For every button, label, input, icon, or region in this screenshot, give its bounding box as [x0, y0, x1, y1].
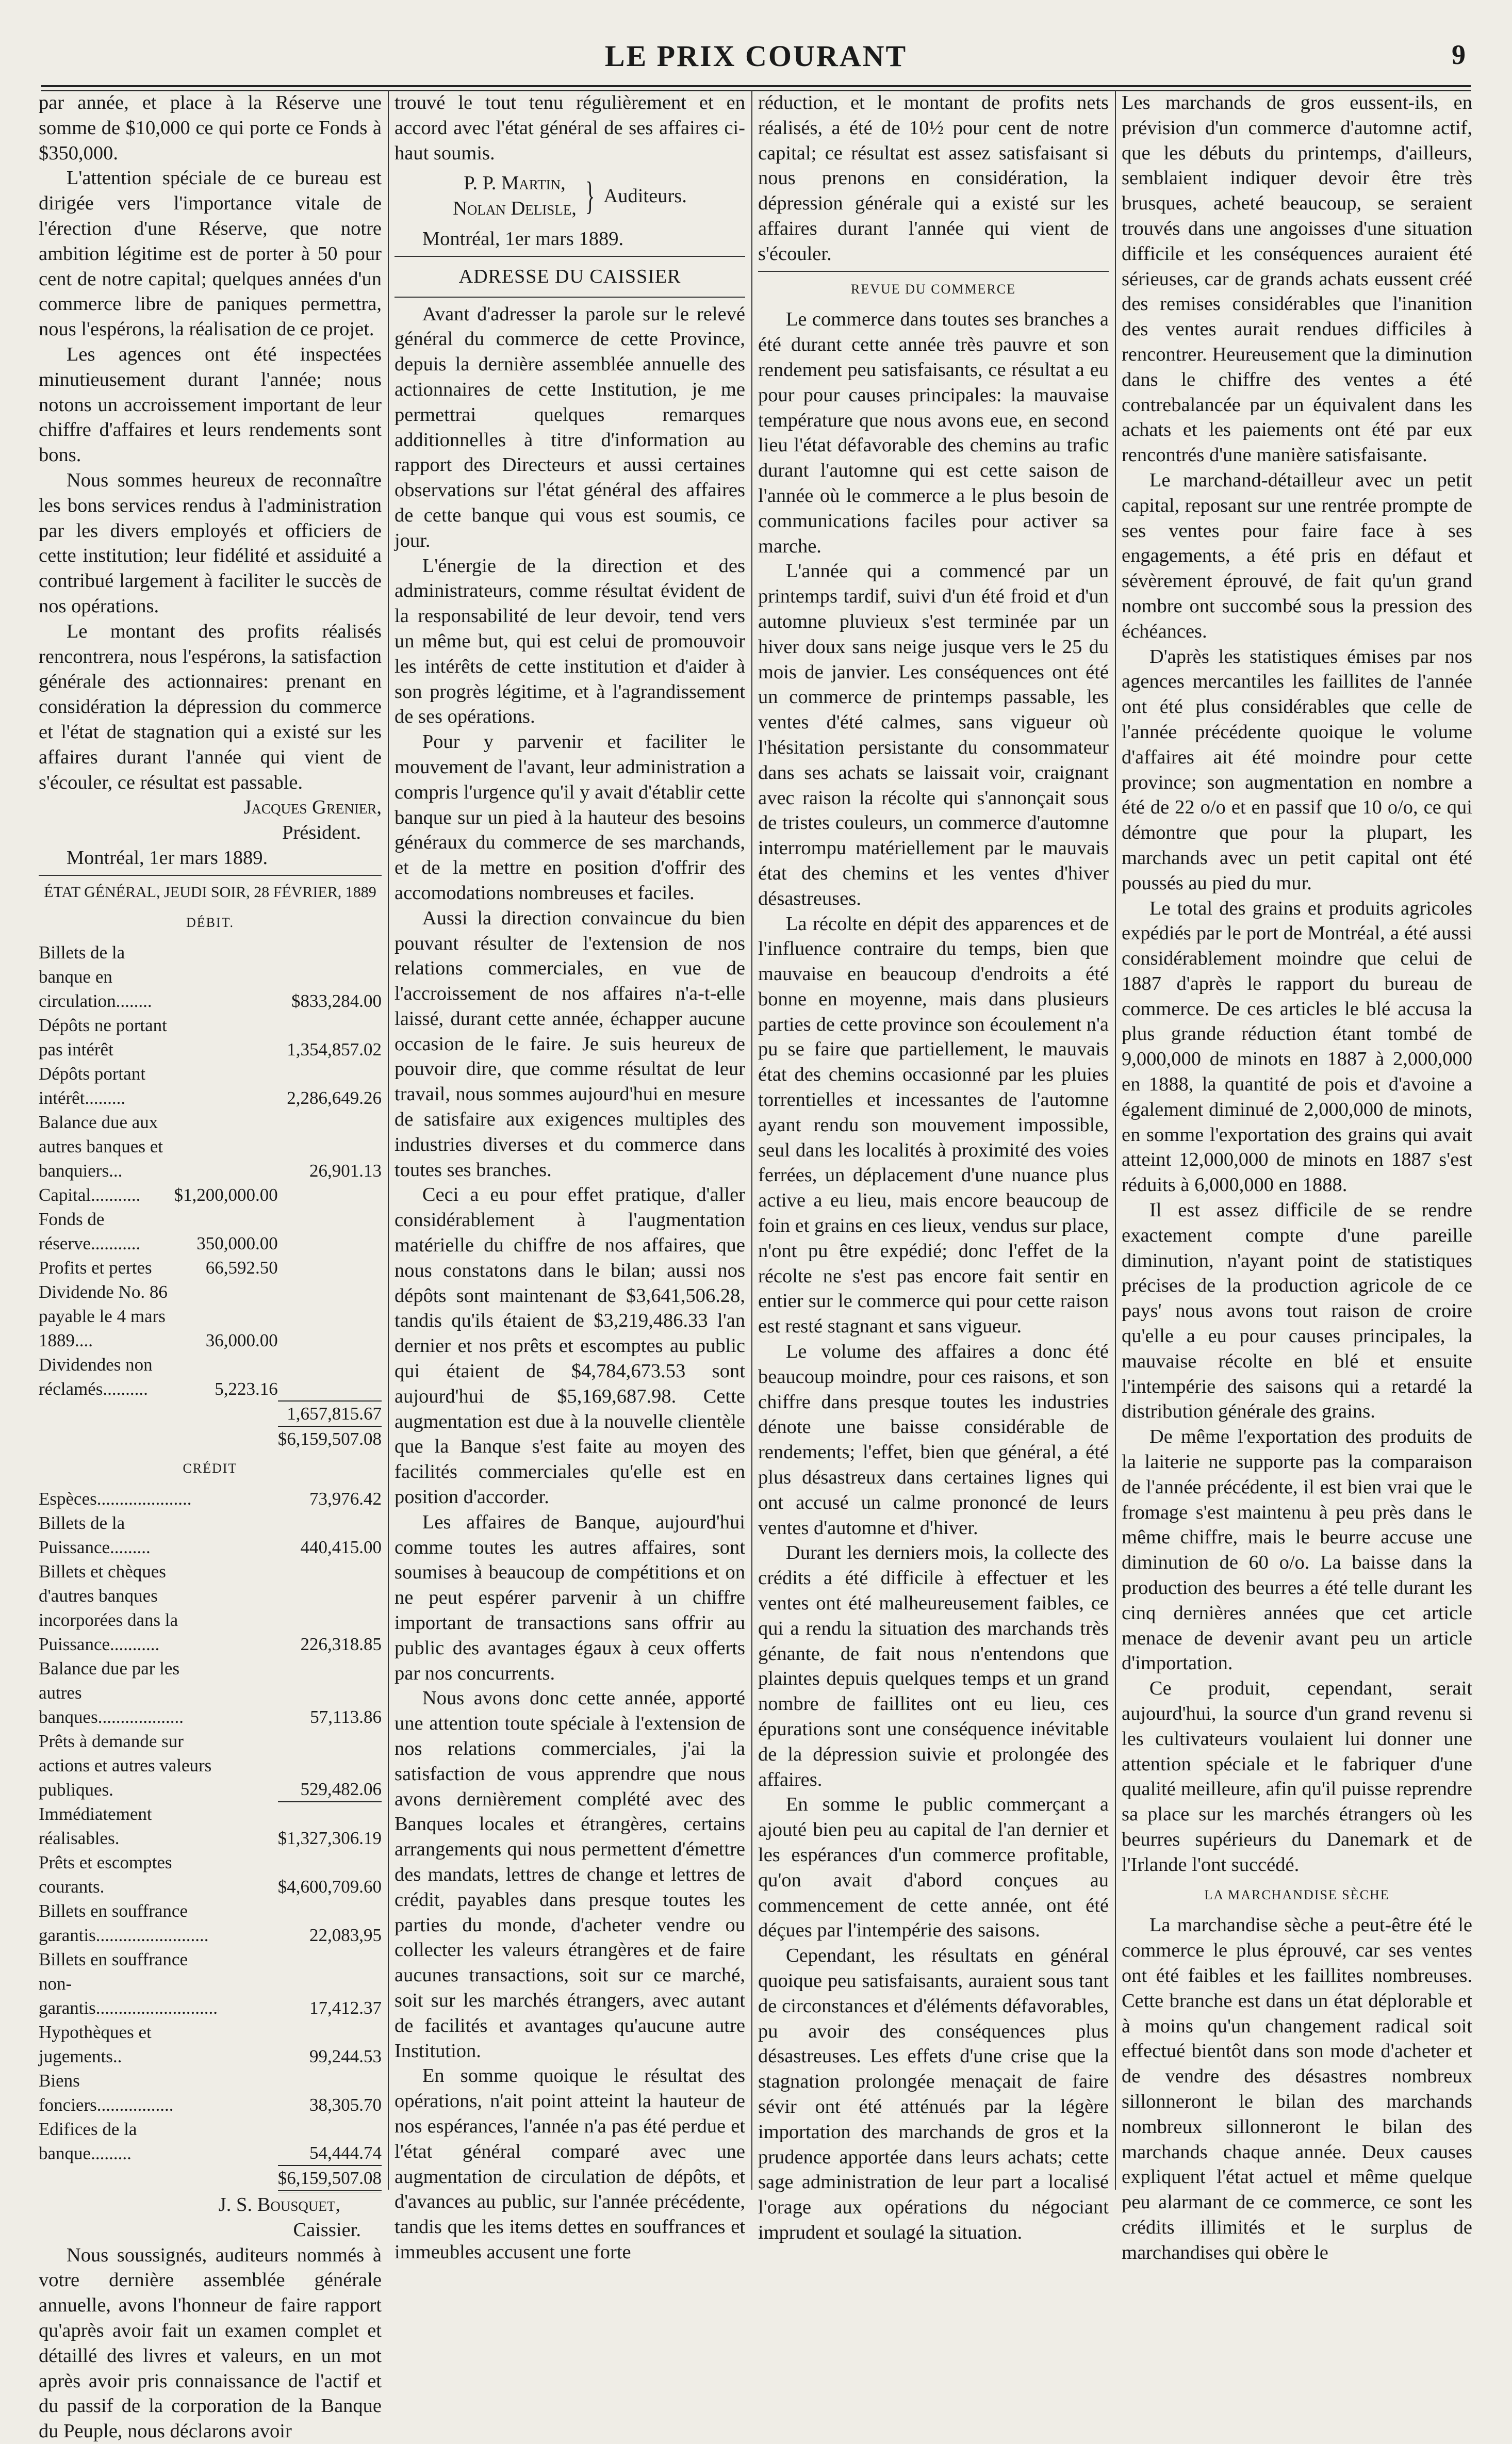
section-heading: ADRESSE DU CAISSIER — [458, 265, 681, 287]
statement-amount: 226,318.85 — [300, 1634, 382, 1655]
statement-label: Billets de la banque en circulation........ — [39, 942, 152, 1012]
page-number: 9 — [1452, 39, 1466, 70]
statement-label: Profits et pertes — [39, 1258, 152, 1278]
statement-row — [39, 1487, 382, 1511]
statement-sub-amount: 66,592.50 — [205, 1258, 278, 1278]
statement-amount: 99,244.53 — [309, 2046, 382, 2067]
statement-row — [39, 1850, 382, 1899]
paragraph: Les agences ont été inspectées minutieusement durant l'année; nous notons un accroissement important de leur chiffre d'affaires et leurs rendements sont bons. — [39, 343, 382, 466]
statement-sub-amount — [218, 2020, 278, 2068]
section-heading: REVUE DU COMMERCE — [850, 281, 1016, 297]
column-divider — [388, 90, 389, 2190]
statement-title: ÉTAT GÉNÉRAL, JEUDI SOIR, 28 FÉVRIER, 1889 — [44, 883, 376, 901]
debit-table — [39, 940, 382, 1451]
auditors-block — [395, 171, 745, 221]
statement-label: Billets de la Puissance......... — [39, 1513, 151, 1558]
paragraph: L'énergie de la direction et des administrateurs, comme résultat évident de la responsabilité de leur devoir, tend vers un même but, qui est celui de promouvoir les intérêts de cette institution et d'aider à son progrès légitime, et à l'agrandissement de ses opérations. — [395, 555, 745, 728]
cashier-title: Caissier. — [293, 2219, 361, 2241]
statement-sub-amount — [218, 1850, 278, 1899]
statement-sub-amount — [218, 2117, 278, 2165]
statement-amount: 440,415.00 — [300, 1537, 382, 1558]
auditor-name: P. P. Martin, — [464, 172, 566, 194]
paragraph: Nous avons donc cette année, apporté une attention toute spéciale à l'extension de nos relations commerciales, j'ai la satisfaction de vous apprendre que nous avons dernièrement complété avec des Banques locales et étrangères, certains arrangements qui nous permettent d'émettre des mandats, lettres de change et lettres de crédit, payables dans presque toutes les parties du monde, d'acheter vendre ou collecter les valeurs étrangères et de faire aucunes transactions, soit sur ce marché, soit sur les marchés étrangers, avec autant de facilités et avantages qu'aucune autre Institution. — [395, 1687, 745, 2062]
statement-amount: 54,444.74 — [309, 2143, 382, 2163]
statement-sub-amount — [218, 1487, 278, 1511]
paragraph: En somme le public commerçant a ajouté bien peu au capital de l'an dernier et les espérances d'un commerce profitable, qu'on avait d'abord conçues au commencement de cette année, ont été déçues par l'intempérie des saisons. — [758, 1794, 1109, 1942]
statement-sub-amount — [218, 1656, 278, 1729]
statement-row — [39, 1947, 382, 2020]
paragraph: Il est assez difficile de se rendre exactement compte d'une pareille diminution, n'ayant point de statistiques précises de la production agricole de ce pays' nous avons tout raison de croire qu'elle a eu pour causes principales, la mauvaise récolte en blé et ensuite l'intempérie des saisons qui a retardé la distribution générale des grains. — [1122, 1199, 1472, 1423]
brace-glyph: } — [585, 174, 595, 218]
paragraph: Le total des grains et produits agricoles expédiés par le port de Montréal, a été aussi considérablement moindre que celui de 1887 d'après le rapport du bureau de commerce. De ces articles le blé accusa la plus grande réduction étant tombé de 9,000,000 de minots en 1887 à 2,000,000 en 1888, la quantité de pois et d'avoine a également diminué de 2,000,000 de minots, en somme l'exportation des grains qui avait atteint 12,000,000 de minots en 1887 s'est réduits à 6,000,000 en 1888. — [1122, 897, 1472, 1196]
statement-amount: $833,284.00 — [291, 991, 382, 1012]
statement-row — [39, 1110, 382, 1183]
statement-row — [39, 1183, 382, 1207]
section-rule — [758, 271, 1109, 272]
statement-row — [39, 1256, 382, 1280]
paragraph: En somme quoique le résultat des opérations, n'ait point atteint la hauteur de nos espérances, l'année n'a pas été perdue et l'état général comparé avec une augmentation de circulation de dépôts, et d'avances au public, sur l'année précédente, tandis que les items dettes en souffrances et immeubles accusent une forte — [395, 2065, 745, 2263]
statement-amount: 17,412.37 — [309, 1998, 382, 2018]
paragraph: Pour y parvenir et faciliter le mouvement de l'avant, leur administration a compris l'urgence qu'il y avait d'établir cette banque sur un pied à la hauteur des besoins généraux du commerce de ses marchands, et de la mettre en position d'offrir des accomodations nombreuses et faciles. — [395, 731, 745, 904]
statement-row — [39, 1353, 382, 1401]
statement-label: Fonds de réserve........... — [39, 1209, 141, 1254]
paragraph: L'attention spéciale de ce bureau est dirigée vers l'importance vitale de l'érection d'une Réserve, que notre ambition légitime est de porter à 50 pour cent de notre capital; quelques années d'un commerce libre de paniques permettra, nous l'espérons, la réalisation de ce projet. — [39, 167, 382, 340]
statement-sub-amount — [218, 1559, 278, 1656]
place-date: Montréal, 1er mars 1889. — [422, 227, 624, 250]
auditor-name: Nolan Delisle, — [453, 198, 577, 220]
statement-sub-amount: $1,200,000.00 — [174, 1185, 278, 1205]
statement-row — [39, 940, 382, 1013]
statement-sub-amount — [174, 1013, 278, 1062]
statement-label: Dépôts ne portant pas intérêt — [39, 1015, 167, 1060]
statement-row — [39, 2117, 382, 2165]
paragraph: réduction, et le montant de profits nets réalisés, a été de 10½ pour cent de notre capital; ce résultat est assez satisfaisant si nous prenons en considération, la dépression générale qui a existé sur les affaires durant l'année qui vient de s'écouler. — [758, 92, 1109, 265]
newspaper-title: LE PRIX COURANT — [604, 39, 908, 73]
statement-sub-amount — [218, 1511, 278, 1559]
paragraph: La récolte en dépit des apparences et de l'influence contraire du temps, bien que mauvaise en beaucoup d'endroits a été bonne en moyenne, mais dans plusieurs parties de cette province son écoulement n'a pu se faire que partiellement, le mauvais état des chemins occasionné par les pluies torrentielles et incessantes de l'automne ayant rendu son mouvement impossible, seul dans les localités à proximité des voies ferrées, un déplacement d'une nuance plus active a eu lieu, mais encore beaucoup de foin et grains en ces lieux, vendus sur place, n'ont pu être expédié; donc l'effet de la récolte ne s'est pas encore fait sentir en entier sur le commerce qui pour cette raison est resté stagnant et sans vigueur. — [758, 913, 1109, 1338]
statement-amount: 38,305.70 — [309, 2095, 382, 2115]
statement-label: Billets en souffrance non-garantis........................... — [39, 1949, 218, 2018]
paragraph: trouvé le tout tenu régulièrement et en accord avec l'état général de ses affaires ci-haut soumis. — [395, 92, 745, 164]
statement-row — [39, 2020, 382, 2068]
statement-amount: 529,482.06 — [300, 1779, 382, 1800]
paragraph: par année, et place à la Réserve une somme de $10,000 ce qui porte ce Fonds à $350,000. — [39, 92, 382, 164]
paragraph: Le commerce dans toutes ses branches a été durant cette année très pauvre et son rendement peu satisfaisants, ce résultat a eu pour pour causes principales: la mauvaise température que nous avons eue, en second lieu l'état défavorable des chemins au trafic durant l'automne qui est cette saison de l'année où le commerce a le plus besoin de communications faciles pour activer sa marche. — [758, 308, 1109, 557]
statement-label: Hypothèques et jugements.. — [39, 2022, 152, 2067]
column-3 — [758, 90, 1109, 2243]
paragraph: Le marchand-détailleur avec un petit capital, reposant sur une rentrée prompte de ses ventes pour faire face à ses engagements, a été pris en défaut et sévèrement éprouvé, de fait qu'un grand nombre ont succombé sous la pression des échéances. — [1122, 469, 1472, 642]
statement-label: Prêts à demande sur actions et autres valeurs publiques. — [39, 1731, 212, 1800]
statement-amount: 57,113.86 — [310, 1707, 382, 1728]
paragraph: Ceci a eu pour effet pratique, d'aller considérablement à l'augmentation matérielle du chiffre de nos affaires, que nous constatons dans le bilan; aussi nos dépôts sont maintenant de $3,641,506.28, tandis qu'ils étaient de $3,219,486.33 l'an dernier et nos prêts et escomptes au public qui étaient de $4,784,673.53 sont aujourd'hui de $5,169,687.98. Cette augmentation est due à la nouvelle clientèle que la Banque s'est faite au moyen des facilités commerciales qu'elle est en position d'accorder. — [395, 1184, 745, 1508]
paragraph: Nous soussignés, auditeurs nommés à votre dernière assemblée générale annuelle, avons l'honneur de faire rapport qu'après avoir fait un examen complet et détaillé des livres et valeurs, en un mot après avoir pris connaissance de l'actif et du passif de la corporation de la Banque du Peuple, nous déclarons avoir — [39, 2244, 382, 2442]
statement-row — [39, 1062, 382, 1110]
column-divider — [1115, 90, 1116, 2190]
statement-amount: 22,083,95 — [309, 1925, 382, 1946]
paragraph: Les marchands de gros eussent-ils, en prévision d'un commerce d'automne actif, que les débuts du printemps, d'ailleurs, semblaient indiquer devoir être très brusques, acheté beaucoup, se seraient trouvés dans une angoisses d'une situation difficile et les conséquences auraient été sérieuses, car de grands achats eussent créé des remises considérables que l'inanition des ventes aurait rendues difficiles à rencontrer. Heureusement que la diminution dans le chiffre des ventes a été contrebalancée par un équivalent dans les achats et les paiements ont été par eux rencontrés d'une manière satisfaisante. — [1122, 92, 1472, 466]
paragraph: Nous sommes heureux de reconnaître les bons services rendus à l'administration par les divers employés et officiers de cette institution; leur fidélité et assiduité a contribué largement à faciliter le succès de nos opérations. — [39, 469, 382, 617]
paragraph: Le montant des profits réalisés rencontrera, nous l'espérons, la satisfaction générale des actionnaires: prenant en considération la dépression du commerce et l'état de stagnation qui a existé sur les affaires durant l'année qui vient de s'écouler, ce résultat est passable. — [39, 620, 382, 793]
statement-amount — [278, 1280, 382, 1353]
auditor-role: Auditeurs. — [603, 185, 687, 207]
section-rule — [39, 875, 382, 876]
masthead-rule — [41, 85, 1471, 87]
paragraph: Durant les derniers mois, la collecte des crédits a été difficile à effectuer et les ventes ont été malheureusement faibles, ce qui a rendu la situation des marchands très génante, de fait nous n'entendons que plaintes depuis quelques temps et un grand nombre de faillites ont eu lieu, ces épurations sont une conséquence inévitable de la dépression suivie et prolongée des affaires. — [758, 1542, 1109, 1790]
column-4 — [1122, 90, 1472, 2263]
statement-sub-amount: 5,223.16 — [215, 1379, 278, 1399]
statement-label: Capital........... — [39, 1185, 141, 1205]
statement-amount: 2,286,649.26 — [287, 1088, 382, 1109]
column-1 — [39, 90, 382, 2442]
statement-amount: 1,354,857.02 — [287, 1039, 382, 1060]
paragraph: De même l'exportation des produits de la laiterie ne supporte pas la comparaison de l'année précédente, il est bien vrai que le fromage s'est maintenu à peu près dans le même chiffre, mais le beurre accuse une diminution de 60 o/o. La baisse dans la production des beurres a été telle durant les cinq dernières années que cet article menace de devenir avant peu un article d'importation. — [1122, 1426, 1472, 1674]
statement-label: Dividendes non réclamés.......... — [39, 1355, 153, 1399]
section-rule — [395, 297, 745, 298]
statement-amount — [278, 1353, 382, 1401]
column-divider — [751, 90, 752, 2190]
statement-label: Espèces..................... — [39, 1489, 192, 1509]
masthead — [41, 28, 1471, 80]
statement-label: Prêts et escomptes courants. — [39, 1852, 172, 1897]
statement-sub-amount — [218, 1729, 278, 1802]
statement-row — [39, 1280, 382, 1353]
statement-row — [39, 2068, 382, 2117]
immediate-amount: $1,327,306.19 — [278, 1802, 382, 1850]
statement-sub-amount — [174, 1110, 278, 1183]
statement-row — [39, 1729, 382, 1802]
statement-row — [39, 1511, 382, 1559]
cashier-name: J. S. Bousquet, — [218, 2194, 340, 2216]
statement-sub-amount — [174, 940, 278, 1013]
credit-heading: CRÉDIT — [183, 1461, 238, 1476]
statement-amount: 26,901.13 — [309, 1161, 382, 1181]
debit-total: $6,159,507.08 — [278, 1426, 382, 1451]
paragraph: Le volume des affaires a donc été beaucoup moindre, pour ces raisons, et son chiffre dans presque toutes les industries dénote une baisse considérable de rendements; l'effet, bien que général, a été plus désastreux dans certaines lignes qui ont accusé un calme prononcé de leurs ventes d'automne et d'hiver. — [758, 1341, 1109, 1539]
statement-row — [39, 1559, 382, 1656]
statement-sub-amount — [218, 1899, 278, 1947]
statement-label: Edifices de la banque......... — [39, 2119, 137, 2164]
statement-label: Balance due par les autres banques................... — [39, 1658, 184, 1728]
paragraph: Aussi la direction convaincue du bien pouvant résulter de l'extension de nos relations commerciales, en vue de l'accroissement de nos affaires n'a-t-elle laissé, durant cette année, échapper aucune occasion de le faire. Je suis heureux de pouvoir dire, que comme résultat de leur travail, nous sommes aujourd'hui en mesure de satisfaire aux exigences multiples des industries diverses et du commerce dans toutes ses branches. — [395, 907, 745, 1181]
statement-sub-amount — [174, 1062, 278, 1110]
statement-row — [39, 1656, 382, 1729]
credit-table — [39, 1487, 382, 2192]
statement-row — [39, 1207, 382, 1256]
column-2 — [395, 90, 745, 2263]
debit-heading: DÉBIT. — [186, 915, 235, 930]
statement-sub-amount — [218, 1947, 278, 2020]
statement-amount — [278, 1207, 382, 1256]
statement-label: Balance due aux autres banques et banquiers... — [39, 1112, 163, 1181]
paragraph: D'après les statistiques émises par nos agences mercantiles les faillites de l'année ont été plus considérables que celle de l'année précédente quoique le volume d'affaires ait été moindre pour cette province; son augmentation en nombre a été de 22 o/o et en passif que 10 o/o, ce qui démontre que pour la plupart, les marchands avec un petit capital ont été poussés au pied du mur. — [1122, 645, 1472, 894]
section-rule — [395, 256, 745, 257]
debit-subtotal: 1,657,815.67 — [278, 1401, 382, 1426]
statement-amount: $4,600,709.60 — [277, 1877, 382, 1897]
statement-row — [39, 1013, 382, 1062]
paragraph: Cependant, les résultats en général quoique peu satisfaisants, auraient sous tant de circonstances et d'éléments défavorables, pu avoir des conséquences plus désastreuses. Les effets d'une crise que la stagnation prolongée menaçait de faire sévir ont été atténués par la légère importation des marchands de gros et la prudence apportée dans leurs achats; cette sage administration de leur part a localisé l'orage aux opérations du négociant imprudent et soulagé la situation. — [758, 1945, 1109, 2243]
statement-amount: 73,976.42 — [309, 1489, 382, 1509]
signature-name: Jacques Grenier, — [243, 796, 382, 819]
statement-amount — [278, 1183, 382, 1207]
statement-label: Billets et chèques d'autres banques incorporées dans la Puissance........... — [39, 1561, 178, 1655]
statement-sub-amount: 350,000.00 — [196, 1233, 278, 1254]
signature-title: Président. — [282, 822, 361, 844]
paragraph: L'année qui a commencé par un printemps tardif, suivi d'un été froid et d'un automne pluvieux s'est terminée par un hiver doux sans neige jusque vers le 25 du mois de janvier. Les conséquences ont été un commerce de printemps passable, les ventes d'été calmes, sans vigueur où l'hésitation persistante du consommateur dans ses achats se laissait voir, craignant avec raison la récolte qui s'annonçait sous de tristes couleurs, un commerce d'automne interrompu matériellement par le mauvais état des chemins et les ventes d'hiver désastreuses. — [758, 560, 1109, 909]
statement-label: Biens fonciers................. — [39, 2071, 174, 2115]
statement-label: Dividende No. 86 payable le 4 mars 1889.... — [39, 1282, 168, 1351]
statement-label: Billets en souffrance garantis......................... — [39, 1901, 209, 1946]
paragraph: Ce produit, cependant, serait aujourd'hui, la source d'un grand revenu si les cultivateurs voulaient lui donner une attention spéciale et le fabriquer d'une qualité meilleure, afin qu'il puisse reprendre sa place sur les marchés étrangers où les beurres supérieurs du Danemark et de l'Irlande l'ont succédé. — [1122, 1677, 1472, 1876]
statement-sub-amount — [218, 2068, 278, 2117]
place-date: Montréal, 1er mars 1889. — [66, 846, 268, 869]
statement-row — [39, 1899, 382, 1947]
credit-total: $6,159,507.08 — [278, 2165, 382, 2191]
statement-sub-amount: 36,000.00 — [205, 1330, 278, 1351]
section-heading: LA MARCHANDISE SÈCHE — [1204, 1887, 1390, 1902]
paragraph: La marchandise sèche a peut-être été le commerce le plus éprouvé, car ses ventes ont été faibles et les faillites nombreuses. Cette branche est dans un état déplorable et à moins qu'un changement radical soit effectué bientôt dans son mode d'acheter et de vendre des désastres nombreux sillonneront le bilan des marchands nombreux sillonneront le bilan des marchands chaque année. Deux causes expliquent l'état actuel et même quelque peu alarmant de ce commerce, ce sont les crédits illimités et le surplus de marchandises qui obère le — [1122, 1914, 1472, 2263]
paragraph: Avant d'adresser la parole sur le relevé général du commerce de cette Province, depuis la dernière assemblée annuelle des actionnaires de cette Institution, je me permettrai quelques remarques additionnelles à titre d'information au rapport des Directeurs et aussi certaines observations sur l'état général des affaires de cette banque qui vous est soumis, ce jour. — [395, 303, 745, 551]
statement-amount — [278, 1256, 382, 1280]
immediate-label: Immédiatement réalisables. — [39, 1804, 152, 1849]
paragraph: Les affaires de Banque, aujourd'hui comme toutes les autres affaires, sont soumises à beaucoup de compétitions et on ne peut espérer parvenir à un chiffre important de transactions sans offrir au public des avantages égaux à ceux offerts par nos concurrents. — [395, 1511, 745, 1684]
statement-label: Dépôts portant intérêt......... — [39, 1064, 146, 1109]
